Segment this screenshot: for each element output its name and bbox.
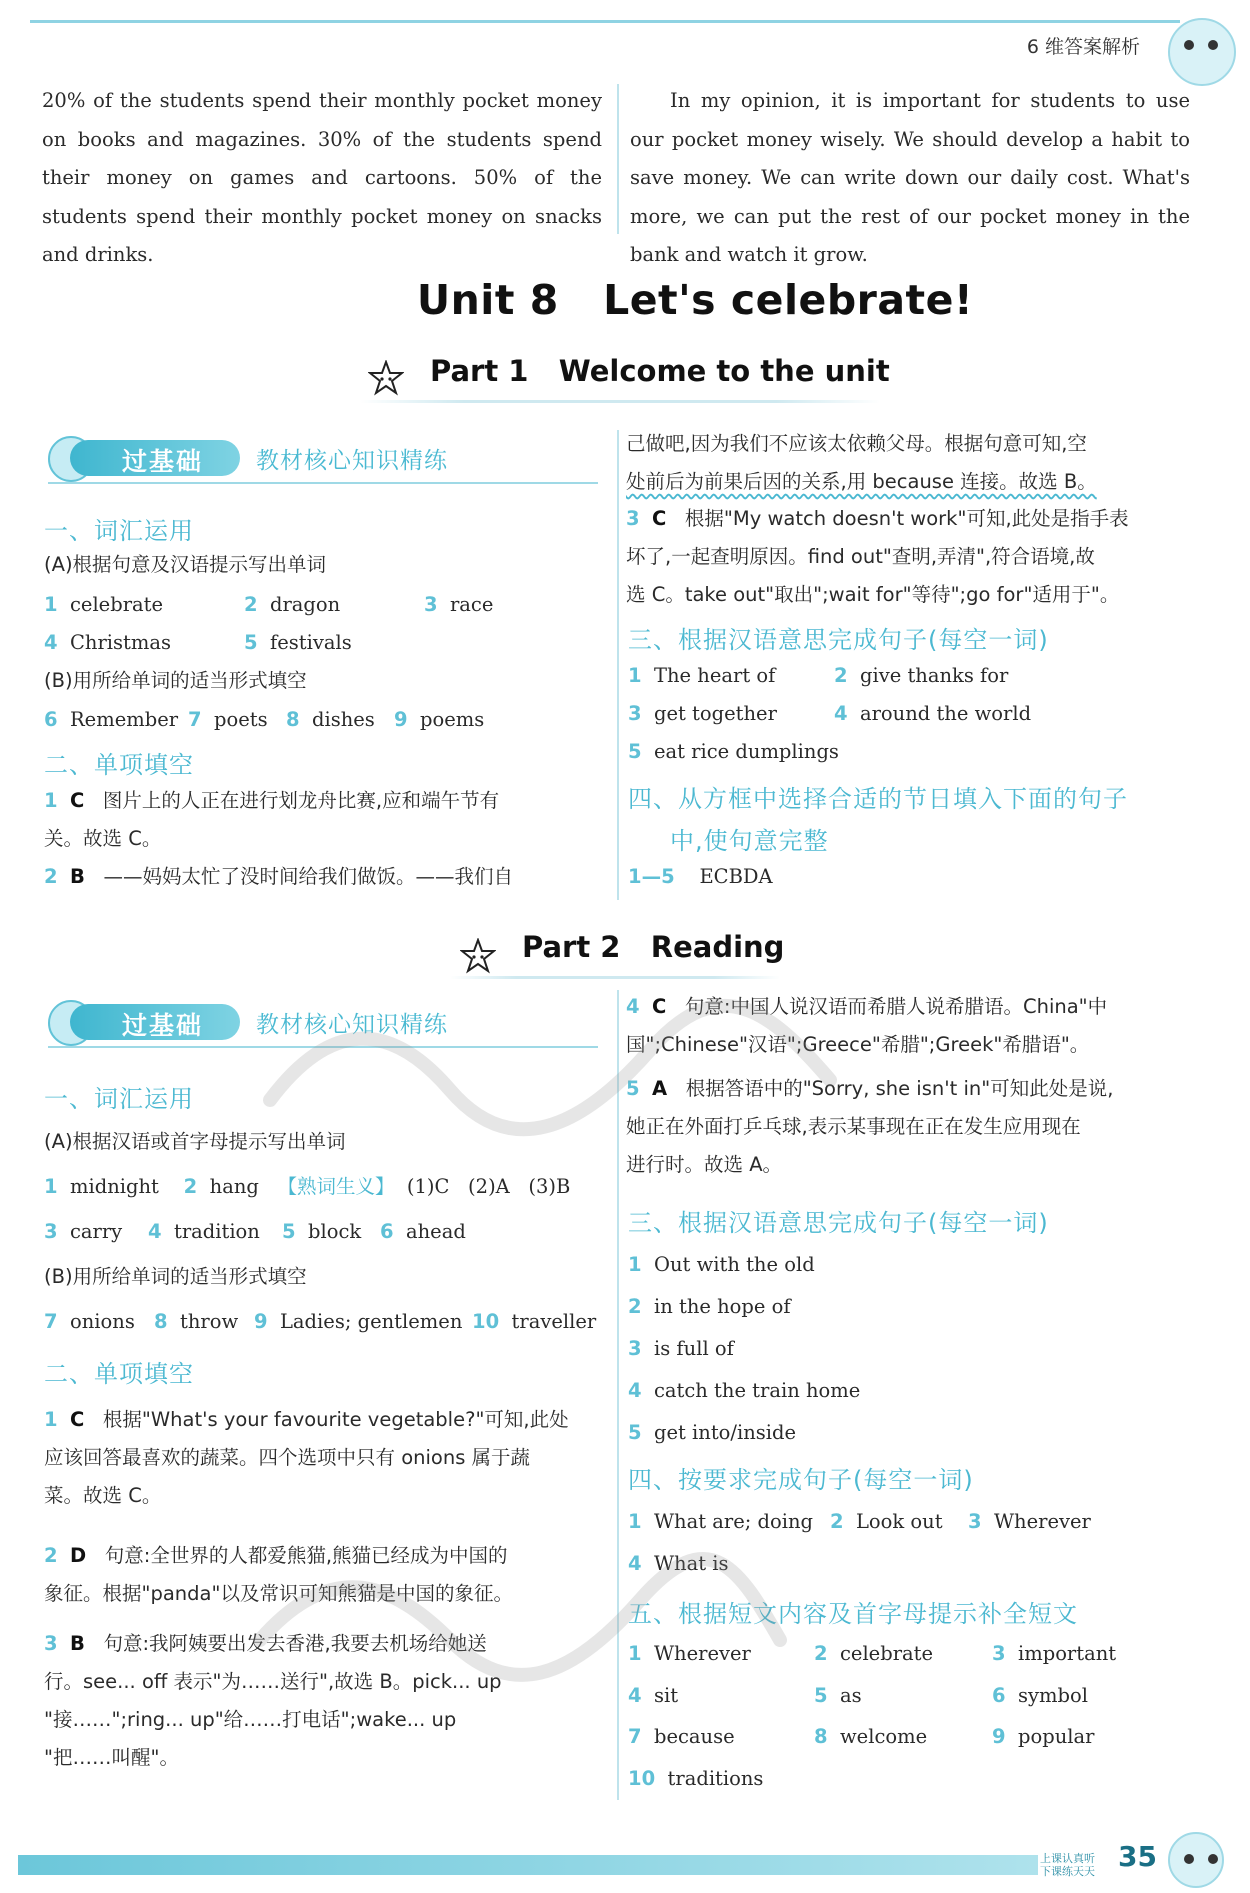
list-item: 2 in the hope of (628, 1295, 791, 1318)
list-item: 3 carry (44, 1220, 123, 1243)
list-item: 10 traveller (472, 1310, 597, 1333)
footer-slogan: 上课认真听 下课练天天 (1040, 1852, 1095, 1878)
p1-s1a-instruction: (A)根据句意及汉语提示写出单词 (44, 553, 327, 576)
list-item: 7 poets (188, 708, 268, 731)
p2-q4: 4 C 句意:中国人说汉语而希腊人说希腊语。China"中 国";Chinese"汉语";Greece"希腊";Greek"希腊语"。 (626, 995, 1108, 1056)
list-item: 3 get together (628, 702, 777, 725)
p1-section4-title-line2: 中,使句意完整 (670, 827, 829, 855)
header-title: 6 维答案解析 (1026, 36, 1140, 58)
list-item: 1—5 ECBDA (628, 865, 773, 888)
star-icon (460, 938, 496, 974)
p1-s1b-instruction: (B)用所给单词的适当形式填空 (44, 669, 307, 692)
banner-pill (70, 1004, 240, 1040)
list-item: 10 traditions (628, 1767, 764, 1790)
p1-q2: 2 B ——妈妈太忙了没时间给我们做饭。——我们自 (44, 865, 513, 888)
banner-line (48, 482, 598, 484)
page-number: 35 (1118, 1840, 1157, 1873)
p1-section3-title: 三、根据汉语意思完成句子(每空一词) (628, 626, 1049, 654)
banner-pill (70, 440, 240, 476)
list-item: 8 throw (154, 1310, 239, 1333)
p1-q3: 3 C 根据"My watch doesn't work"可知,此处是指手表 坏了,一起查明原因。find out"查明,弄清",符合语境,故 选 C。take out"取出";wait for"等待";go for"适用于"。 (626, 507, 1129, 606)
list-item: 4 What is (628, 1552, 729, 1575)
list-item: 9 popular (992, 1725, 1095, 1748)
list-item: 8 welcome (814, 1725, 928, 1748)
p2-q2: 2 D 句意:全世界的人都爱熊猫,熊猫已经成为中国的 象征。根据"panda"以及常识可知熊猫是中国的象征。 (44, 1544, 513, 1605)
list-item: 9 poems (394, 708, 485, 731)
list-item: 3 race (424, 593, 494, 616)
p1-q2-continued: 己做吧,因为我们不应该太依赖父母。根据句意可知,空 处前后为前果后因的关系,用 because 连接。故选 B。 (626, 432, 1097, 493)
list-item: 4 around the world (834, 702, 1032, 725)
list-item: 3 important (992, 1642, 1117, 1665)
p2-s1a-instruction: (A)根据汉语或首字母提示写出单词 (44, 1130, 346, 1153)
list-item: 1 Out with the old (628, 1253, 815, 1276)
list-item: 9 Ladies; gentlemen (254, 1310, 463, 1333)
tag-label: 【熟词生义】 (277, 1175, 395, 1198)
column-divider (617, 84, 619, 234)
p2-s1b-instruction: (B)用所给单词的适当形式填空 (44, 1265, 307, 1288)
footer-bar (18, 1855, 1038, 1875)
list-item: 5 block (282, 1220, 362, 1243)
unit-title: Unit 8 Let's celebrate! (416, 276, 974, 324)
list-item: 4 catch the train home (628, 1379, 861, 1402)
part1-banner (48, 436, 608, 482)
mascot-icon (1168, 18, 1236, 86)
list-item: 6 ahead (380, 1220, 466, 1243)
list-item: 1 midnight 2 hang 【熟词生义】 (1)C (2)A (3)B (44, 1175, 571, 1198)
list-item: 2 celebrate (814, 1642, 934, 1665)
list-item: 1 Wherever (628, 1642, 751, 1665)
list-item: 2 give thanks for (834, 664, 1009, 687)
intro-left-paragraph: 20% of the students spend their monthly pocket money on books and magazines. 30% of the students spend their money on games and cartoons. 50% of the students spend their monthly pocket money on snacks and drinks. (42, 89, 602, 266)
star-icon (368, 360, 404, 396)
mascot-icon (1168, 1832, 1224, 1888)
p2-section5-title: 五、根据短文内容及首字母提示补全短文 (628, 1600, 1078, 1628)
list-item: 7 onions (44, 1310, 135, 1333)
p1-section2-title: 二、单项填空 (44, 751, 194, 779)
banner-pill-label: 过基础 (122, 447, 204, 476)
banner-pill-label: 过基础 (122, 1011, 204, 1040)
part1-rule (360, 400, 880, 403)
p1-q1: 1 C 图片上的人正在进行划龙舟比赛,应和端午节有 关。故选 C。 (44, 789, 500, 850)
p1-section4-title-line1: 四、从方框中选择合适的节日填入下面的句子 (628, 785, 1128, 813)
list-item: 6 symbol (992, 1684, 1088, 1707)
p2-section2-title: 二、单项填空 (44, 1360, 194, 1388)
list-item: 1 What are; doing (628, 1510, 814, 1533)
intro-right-paragraph: In my opinion, it is important for students to use our pocket money wisely. We should develop a habit to save money. We can write down our daily cost. What's more, we can put the rest of our pocket money in the bank and watch it grow. (630, 89, 1190, 266)
list-item: 3 Wherever (968, 1510, 1091, 1533)
p2-q5: 5 A 根据答语中的"Sorry, she isn't in"可知此处是说, 她正在外面打乒乓球,表示某事现在正在发生应用现在 进行时。故选 A。 (626, 1077, 1114, 1176)
p2-section4-title: 四、按要求完成句子(每空一词) (628, 1466, 974, 1494)
list-item: 4 sit (628, 1684, 679, 1707)
p2-q3: 3 B 句意:我阿姨要出发去香港,我要去机场给她送 行。see... off 表示"为……送行",故选 B。pick... up "接……";ring... up"给……打电话";wake... up "把……叫醒"。 (44, 1632, 502, 1769)
part2-rule (450, 976, 780, 979)
p1-section1-title: 一、词汇运用 (44, 517, 194, 545)
p2-q1: 1 C 根据"What's your favourite vegetable?"可知,此处 应该回答最喜欢的蔬菜。四个选项中只有 onions 属于蔬 菜。故选 C。 (44, 1408, 569, 1507)
list-item: 1 celebrate (44, 593, 164, 616)
list-item: 5 get into/inside (628, 1421, 797, 1444)
watermark-graphic (250, 990, 850, 1140)
p2-section3-title: 三、根据汉语意思完成句子(每空一词) (628, 1209, 1049, 1237)
list-item: 5 eat rice dumplings (628, 740, 839, 763)
list-item: 3 is full of (628, 1337, 734, 1360)
list-item: 2 dragon (244, 593, 341, 616)
part2-title: Part 2 Reading (522, 930, 785, 964)
banner-subtitle: 教材核心知识精练 (256, 448, 448, 474)
p2-section1-title: 一、词汇运用 (44, 1085, 194, 1113)
list-item: 7 because (628, 1725, 735, 1748)
part1-title: Part 1 Welcome to the unit (430, 354, 890, 388)
column-divider (617, 430, 619, 900)
list-item: 5 as (814, 1684, 862, 1707)
list-item: 5 festivals (244, 631, 352, 654)
watermark-graphic (240, 1540, 800, 1690)
list-item: 4 tradition (148, 1220, 260, 1243)
list-item: 1 The heart of (628, 664, 776, 687)
banner-subtitle: 教材核心知识精练 (256, 1012, 448, 1038)
list-item: 4 Christmas (44, 631, 171, 654)
list-item: 8 dishes (286, 708, 375, 731)
list-item: 6 Remember (44, 708, 179, 731)
list-item: 2 Look out (830, 1510, 943, 1533)
header-rule (30, 20, 1180, 23)
